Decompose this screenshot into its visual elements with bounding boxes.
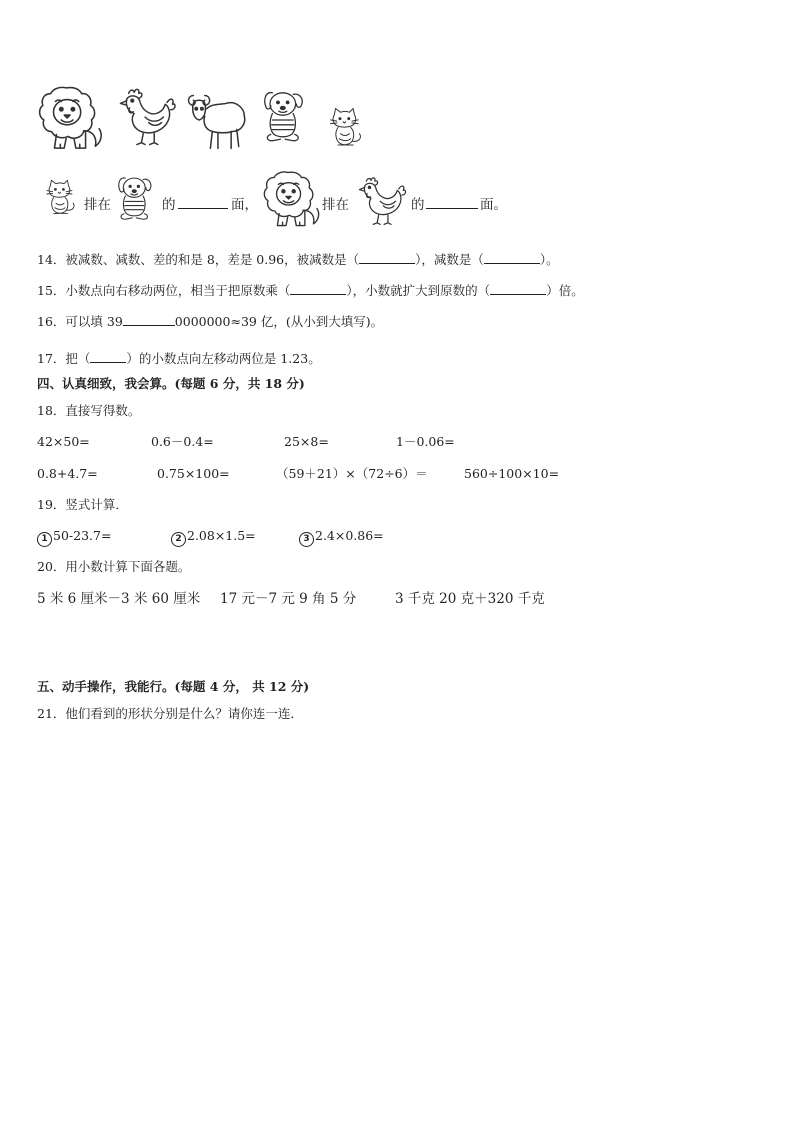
- section-4-heading: 四、认真细致，我会算。(每题 6 分，共 18 分): [37, 376, 305, 391]
- answer-blank[interactable]: [123, 313, 175, 326]
- unit-calc-item: 3 千克 20 克＋320 千克: [395, 591, 545, 607]
- puppy-icon: [258, 82, 314, 150]
- question-15: 15．小数点向右移动两位，相当于把原数乘（ ），小数就扩大到原数的（ ）倍。: [37, 283, 584, 298]
- kitten-icon: [40, 176, 80, 220]
- order-word-face-1: 面，: [231, 197, 258, 213]
- question-21-title: 21．他们看到的形状分别是什么？请你连一连．: [37, 706, 303, 721]
- calc-item: 0.8+4.7=: [37, 466, 98, 481]
- vertical-calc-item: 2 2.08×1.5=: [171, 528, 256, 547]
- question-14: 14．被减数、减数、差的和是 8，差是 0.96，被减数是（ ），减数是（ ）。: [37, 252, 559, 267]
- calc-item: 0.75×100=: [157, 466, 230, 481]
- hen-icon: [352, 175, 410, 229]
- answer-blank[interactable]: [484, 251, 540, 264]
- question-16: 16．可以填 39 0000000≈39 亿，(从小到大填写)。: [37, 314, 384, 329]
- lion-icon: [37, 84, 105, 152]
- question-19-title: 19．竖式计算．: [37, 497, 128, 512]
- vertical-calc-item: 1 50-23.7=: [37, 528, 111, 547]
- section-5-heading: 五、动手操作，我能行。(每题 4 分， 共 12 分): [37, 679, 310, 694]
- calc-item: 1－0.06=: [396, 434, 455, 449]
- sheep-icon: [183, 88, 251, 154]
- calc-item: 42×50=: [37, 434, 90, 449]
- answer-blank[interactable]: [490, 282, 546, 295]
- kitten-icon: [323, 104, 367, 152]
- lion-icon: [262, 168, 322, 230]
- answer-blank[interactable]: [90, 350, 126, 363]
- answer-blank[interactable]: [290, 282, 346, 295]
- order-word-of-1: 的: [162, 197, 176, 213]
- calc-item: 560÷100×10=: [464, 466, 560, 481]
- circled-number: 1: [37, 532, 52, 547]
- unit-calc-item: 5 米 6 厘米－3 米 60 厘米: [37, 591, 201, 607]
- order-word-rank-1: 排在: [84, 197, 111, 213]
- question-17: 17．把（ ）的小数点向左移动两位是 1.23。: [37, 351, 321, 366]
- answer-blank[interactable]: [178, 196, 228, 209]
- hen-icon: [112, 86, 180, 150]
- order-word-rank-2: 排在: [322, 197, 349, 213]
- calc-item: 25×8=: [284, 434, 329, 449]
- question-18-title: 18．直接写得数。: [37, 403, 141, 418]
- vertical-calc-item: 3 2.4×0.86=: [299, 528, 384, 547]
- circled-number: 2: [171, 532, 186, 547]
- circled-number: 3: [299, 532, 314, 547]
- answer-blank[interactable]: [359, 251, 415, 264]
- unit-calc-item: 17 元－7 元 9 角 5 分: [220, 591, 357, 607]
- question-20-title: 20．用小数计算下面各题。: [37, 559, 191, 574]
- answer-blank[interactable]: [426, 196, 478, 209]
- puppy-icon: [113, 168, 161, 228]
- order-word-of-2: 的: [411, 197, 425, 213]
- calc-item: 0.6－0.4=: [151, 434, 214, 449]
- calc-item: （59＋21）×（72÷6）＝: [276, 466, 428, 481]
- order-word-face-2: 面。: [480, 197, 507, 213]
